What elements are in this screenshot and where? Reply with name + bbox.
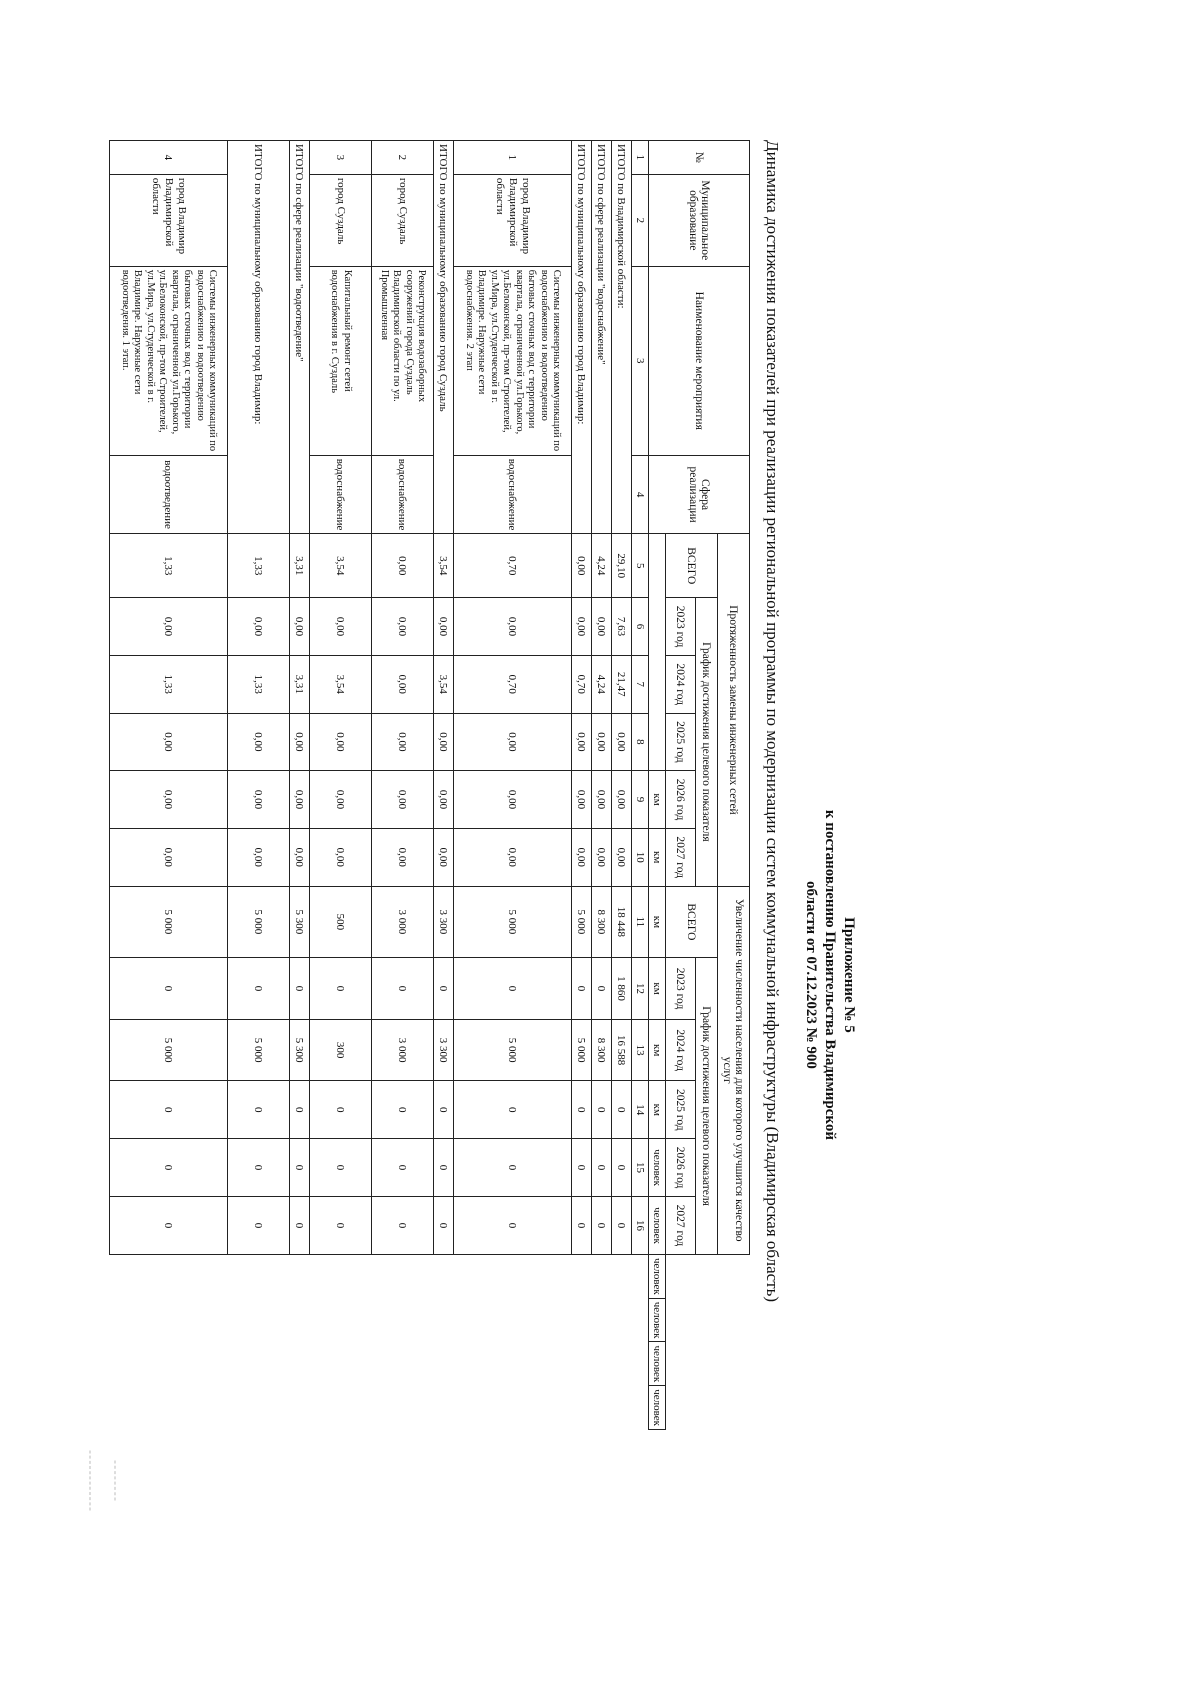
people-value-cell: 5 000 — [454, 1019, 572, 1081]
people-value-cell: 5 000 — [572, 886, 592, 958]
km-value-cell: 0,00 — [228, 771, 290, 829]
km-value-cell: 0,00 — [372, 828, 434, 886]
people-value-cell: 0 — [310, 1196, 372, 1254]
km-value-cell: 3,54 — [434, 534, 454, 598]
people-value-cell: 0 — [228, 958, 290, 1020]
column-number: 9 — [632, 771, 649, 829]
people-value-cell: 0 — [572, 1196, 592, 1254]
row-number: 1 — [454, 141, 572, 175]
people-value-cell: 300 — [310, 1019, 372, 1081]
row-number: 4 — [110, 141, 228, 175]
people-value-cell: 0 — [572, 958, 592, 1020]
rotated-sheet — [70, 110, 870, 1430]
table-row — [372, 141, 434, 1430]
total-row — [228, 141, 290, 1430]
people-value-cell: 0 — [290, 958, 310, 1020]
people-value-cell: 5 000 — [454, 886, 572, 958]
unit-km-cell: км — [649, 1081, 666, 1139]
people-value-cell: 0 — [372, 1196, 434, 1254]
municipality-cell: город Владимир Владимирской области — [110, 174, 228, 266]
activity-cell: Капитальный ремонт сетей водоснабжения в г. Суздаль — [310, 266, 372, 455]
people-value-cell: 0 — [310, 958, 372, 1020]
km-value-cell: 0,00 — [310, 771, 372, 829]
people-value-cell: 0 — [612, 1196, 632, 1254]
networks-year-header: 2027 год — [666, 828, 696, 886]
col-sphere-header: Сфера реализации — [649, 455, 750, 534]
km-value-cell: 0,00 — [572, 771, 592, 829]
total-label: ИТОГО по муниципальному образованию город Владимир: — [572, 141, 592, 534]
km-value-cell: 0,00 — [228, 828, 290, 886]
population-year-header: 2025 год — [666, 1081, 696, 1139]
km-value-cell: 0,00 — [572, 713, 592, 771]
km-value-cell: 0,00 — [110, 828, 228, 886]
column-number: 13 — [632, 1019, 649, 1081]
total-row — [612, 141, 632, 1430]
people-value-cell: 0 — [592, 958, 612, 1020]
km-value-cell: 0,00 — [572, 828, 592, 886]
people-value-cell: 0 — [434, 1196, 454, 1254]
people-value-cell: 1 860 — [612, 958, 632, 1020]
km-value-cell: 0,00 — [434, 828, 454, 886]
people-value-cell: 8 300 — [592, 1019, 612, 1081]
decree-line-1: к постановлению Правительства Владимирской — [822, 809, 838, 1140]
activity-cell: Системы инженерных коммуникаций по водоснабжению и водоотведению бытовых сточных вод с территории квартала, ограниченной ул.Горького, ул.Белоконской, пр-том Строителей, ул.Мира, ул.Студенческой в г. Владимире. Наружные сети водоотведения. 1 этап. — [110, 266, 228, 455]
people-value-cell: 0 — [228, 1081, 290, 1139]
appendix-header — [801, 810, 858, 1140]
population-year-header: 2023 год — [666, 958, 696, 1020]
km-value-cell: 0,00 — [290, 598, 310, 656]
people-value-cell: 0 — [110, 1081, 228, 1139]
scan-artifact-line — [115, 1461, 116, 1501]
table-row — [454, 141, 572, 1430]
total-row — [592, 141, 612, 1430]
total-row — [572, 141, 592, 1430]
people-value-cell: 5 000 — [110, 1019, 228, 1081]
people-value-cell: 16 588 — [612, 1019, 632, 1081]
population-year-header: 2024 год — [666, 1019, 696, 1081]
people-value-cell: 5 000 — [110, 886, 228, 958]
km-value-cell: 0,00 — [592, 771, 612, 829]
km-value-cell: 0,00 — [612, 771, 632, 829]
people-value-cell: 5 000 — [228, 886, 290, 958]
people-value-cell: 3 000 — [372, 886, 434, 958]
scan-artifact-line — [90, 1451, 91, 1511]
column-number: 16 — [632, 1196, 649, 1254]
people-value-cell: 0 — [454, 1081, 572, 1139]
col-municipality-header: Муниципальное образование — [649, 174, 750, 266]
networks-group-header: Протяженность замены инженерных сетей — [718, 534, 750, 886]
km-value-cell: 0,00 — [572, 598, 592, 656]
km-value-cell: 0,00 — [612, 828, 632, 886]
km-value-cell: 3,54 — [310, 655, 372, 713]
col-activity-header: Наименование мероприятия — [649, 266, 750, 455]
municipality-cell: город Суздаль — [372, 174, 434, 266]
km-value-cell: 21,47 — [612, 655, 632, 713]
column-number: 3 — [632, 266, 649, 455]
decree-line-2: области от 07.12.2023 № 900 — [803, 880, 819, 1069]
km-value-cell: 0,00 — [434, 771, 454, 829]
unit-km-cell: км — [649, 771, 666, 829]
km-value-cell: 0,00 — [310, 828, 372, 886]
sphere-cell: водоотведение — [110, 455, 228, 534]
municipality-cell: город Суздаль — [310, 174, 372, 266]
km-value-cell: 0,00 — [372, 713, 434, 771]
people-value-cell: 0 — [290, 1139, 310, 1197]
population-group-header: Увеличение численности населения для которого улучшится качество услуг — [718, 886, 750, 1254]
people-value-cell: 3 300 — [434, 1019, 454, 1081]
km-value-cell: 7,63 — [612, 598, 632, 656]
column-number: 14 — [632, 1081, 649, 1139]
networks-schedule-header: График достижения целевого показателя — [696, 598, 718, 886]
people-value-cell: 18 448 — [612, 886, 632, 958]
km-value-cell: 0,00 — [592, 598, 612, 656]
km-value-cell: 4,24 — [592, 534, 612, 598]
km-value-cell: 0,00 — [372, 655, 434, 713]
activity-cell: Системы инженерных коммуникаций по водоснабжению и водоотведению бытовых сточных вод с территории квартала, ограниченной ул.Горького, ул.Белоконской, пр-том Строителей, ул.Мира, ул.Студенческой в г. Владимире. Наружные сети водоснабжения. 2 этап — [454, 266, 572, 455]
km-value-cell: 3,31 — [290, 655, 310, 713]
total-label: ИТОГО по сфере реализации "водоснабжение" — [592, 141, 612, 534]
km-value-cell: 1,33 — [110, 655, 228, 713]
networks-year-header: 2024 год — [666, 655, 696, 713]
column-number: 4 — [632, 455, 649, 534]
networks-total-header: ВСЕГО — [666, 534, 718, 598]
population-year-header: 2027 год — [666, 1196, 696, 1254]
people-value-cell: 3 300 — [434, 886, 454, 958]
people-value-cell: 0 — [372, 958, 434, 1020]
column-number: 2 — [632, 174, 649, 266]
total-row — [434, 141, 454, 1430]
km-value-cell: 0,00 — [592, 828, 612, 886]
document-title: Динамика достижения показателей при реализации региональной программы по модернизации систем коммунальной инфраструктуры (Владимирская область) — [763, 140, 782, 1303]
total-label: ИТОГО по муниципальному образованию город Суздаль — [434, 141, 454, 534]
km-value-cell: 0,00 — [454, 713, 572, 771]
population-schedule-header: График достижения целевого показателя — [696, 958, 718, 1255]
km-value-cell: 0,00 — [310, 713, 372, 771]
km-value-cell: 0,00 — [290, 713, 310, 771]
km-value-cell: 0,00 — [454, 771, 572, 829]
unit-people-cell: человек — [649, 1254, 666, 1298]
km-value-cell: 0,00 — [228, 598, 290, 656]
population-year-header: 2026 год — [666, 1139, 696, 1197]
people-value-cell: 0 — [434, 1139, 454, 1197]
column-number: 11 — [632, 886, 649, 958]
networks-year-header: 2025 год — [666, 713, 696, 771]
km-value-cell: 0,00 — [310, 598, 372, 656]
appendix-label: Приложение № 5 — [841, 917, 857, 1033]
km-value-cell: 0,00 — [612, 713, 632, 771]
sphere-cell: водоснабжение — [310, 455, 372, 534]
people-value-cell: 0 — [110, 1196, 228, 1254]
km-value-cell: 0,00 — [372, 771, 434, 829]
km-value-cell: 0,00 — [110, 771, 228, 829]
unit-people-cell: человек — [649, 1386, 666, 1430]
people-value-cell: 0 — [454, 1139, 572, 1197]
people-value-cell: 0 — [372, 1081, 434, 1139]
people-value-cell: 0 — [454, 958, 572, 1020]
km-value-cell: 29,10 — [612, 534, 632, 598]
networks-year-header: 2026 год — [666, 771, 696, 829]
km-value-cell: 0,00 — [372, 598, 434, 656]
people-value-cell: 8 300 — [592, 886, 612, 958]
people-value-cell: 0 — [592, 1139, 612, 1197]
people-value-cell: 0 — [110, 958, 228, 1020]
indicators-table — [109, 140, 750, 1430]
networks-year-header: 2023 год — [666, 598, 696, 656]
km-value-cell: 0,70 — [454, 534, 572, 598]
unit-spacer — [649, 534, 666, 771]
column-number: 10 — [632, 828, 649, 886]
km-value-cell: 0,00 — [290, 828, 310, 886]
people-value-cell: 0 — [434, 1081, 454, 1139]
people-value-cell: 0 — [592, 1196, 612, 1254]
people-value-cell: 0 — [228, 1139, 290, 1197]
people-value-cell: 0 — [612, 1081, 632, 1139]
sphere-cell: водоснабжение — [372, 455, 434, 534]
unit-people-cell: человек — [649, 1196, 666, 1254]
people-value-cell: 0 — [228, 1196, 290, 1254]
people-value-cell: 0 — [290, 1081, 310, 1139]
km-value-cell: 0,00 — [372, 534, 434, 598]
column-number: 8 — [632, 713, 649, 771]
km-value-cell: 3,31 — [290, 534, 310, 598]
unit-people-cell: человек — [649, 1139, 666, 1197]
km-value-cell: 0,00 — [110, 713, 228, 771]
people-value-cell: 0 — [372, 1139, 434, 1197]
column-number: 6 — [632, 598, 649, 656]
column-number: 7 — [632, 655, 649, 713]
unit-km-cell: км — [649, 886, 666, 958]
total-label: ИТОГО по муниципальному образованию город Владимир: — [228, 141, 290, 534]
column-number: 5 — [632, 534, 649, 598]
column-number: 1 — [632, 141, 649, 175]
people-value-cell: 0 — [612, 1139, 632, 1197]
people-value-cell: 5 300 — [290, 886, 310, 958]
km-value-cell: 4,24 — [592, 655, 612, 713]
unit-people-cell: человек — [649, 1342, 666, 1386]
km-value-cell: 0,00 — [454, 828, 572, 886]
population-total-header: ВСЕГО — [666, 886, 718, 958]
people-value-cell: 0 — [110, 1139, 228, 1197]
people-value-cell: 5 300 — [290, 1019, 310, 1081]
col-num-header: № — [649, 141, 750, 175]
km-value-cell: 3,54 — [434, 655, 454, 713]
people-value-cell: 5 000 — [572, 1019, 592, 1081]
people-value-cell: 0 — [434, 958, 454, 1020]
km-value-cell: 1,33 — [110, 534, 228, 598]
km-value-cell: 0,00 — [572, 534, 592, 598]
row-number: 3 — [310, 141, 372, 175]
km-value-cell: 1,33 — [228, 655, 290, 713]
column-number: 15 — [632, 1139, 649, 1197]
people-value-cell: 5 000 — [228, 1019, 290, 1081]
column-number-row — [632, 141, 649, 1430]
people-value-cell: 500 — [310, 886, 372, 958]
row-number: 2 — [372, 141, 434, 175]
unit-people-cell: человек — [649, 1298, 666, 1342]
total-label: ИТОГО по Владимирской области: — [612, 141, 632, 534]
people-value-cell: 0 — [572, 1081, 592, 1139]
km-value-cell: 0,00 — [454, 598, 572, 656]
total-row — [290, 141, 310, 1430]
table-row — [110, 141, 228, 1430]
table-body — [110, 141, 632, 1430]
table-row — [310, 141, 372, 1430]
people-value-cell: 3 000 — [372, 1019, 434, 1081]
sphere-cell: водоснабжение — [454, 455, 572, 534]
km-value-cell: 0,00 — [434, 713, 454, 771]
km-value-cell: 0,00 — [228, 713, 290, 771]
km-value-cell: 3,54 — [310, 534, 372, 598]
unit-km-cell: км — [649, 958, 666, 1020]
people-value-cell: 0 — [454, 1196, 572, 1254]
km-value-cell: 0,00 — [434, 598, 454, 656]
people-value-cell: 0 — [572, 1139, 592, 1197]
people-value-cell: 0 — [310, 1139, 372, 1197]
people-value-cell: 0 — [592, 1081, 612, 1139]
people-value-cell: 0 — [290, 1196, 310, 1254]
unit-km-cell: км — [649, 1019, 666, 1081]
total-label: ИТОГО по сфере реализации "водоотведение" — [290, 141, 310, 534]
people-value-cell: 0 — [310, 1081, 372, 1139]
km-value-cell: 0,70 — [454, 655, 572, 713]
activity-cell: Реконструкция водозаборных сооружений города Суздаль Владимирской области по ул. Промышленная — [372, 266, 434, 455]
unit-km-cell: км — [649, 828, 666, 886]
km-value-cell: 0,00 — [110, 598, 228, 656]
km-value-cell: 0,70 — [572, 655, 592, 713]
km-value-cell: 0,00 — [592, 713, 612, 771]
column-number: 12 — [632, 958, 649, 1020]
km-value-cell: 1,33 — [228, 534, 290, 598]
municipality-cell: город Владимир Владимирской области — [454, 174, 572, 266]
km-value-cell: 0,00 — [290, 771, 310, 829]
